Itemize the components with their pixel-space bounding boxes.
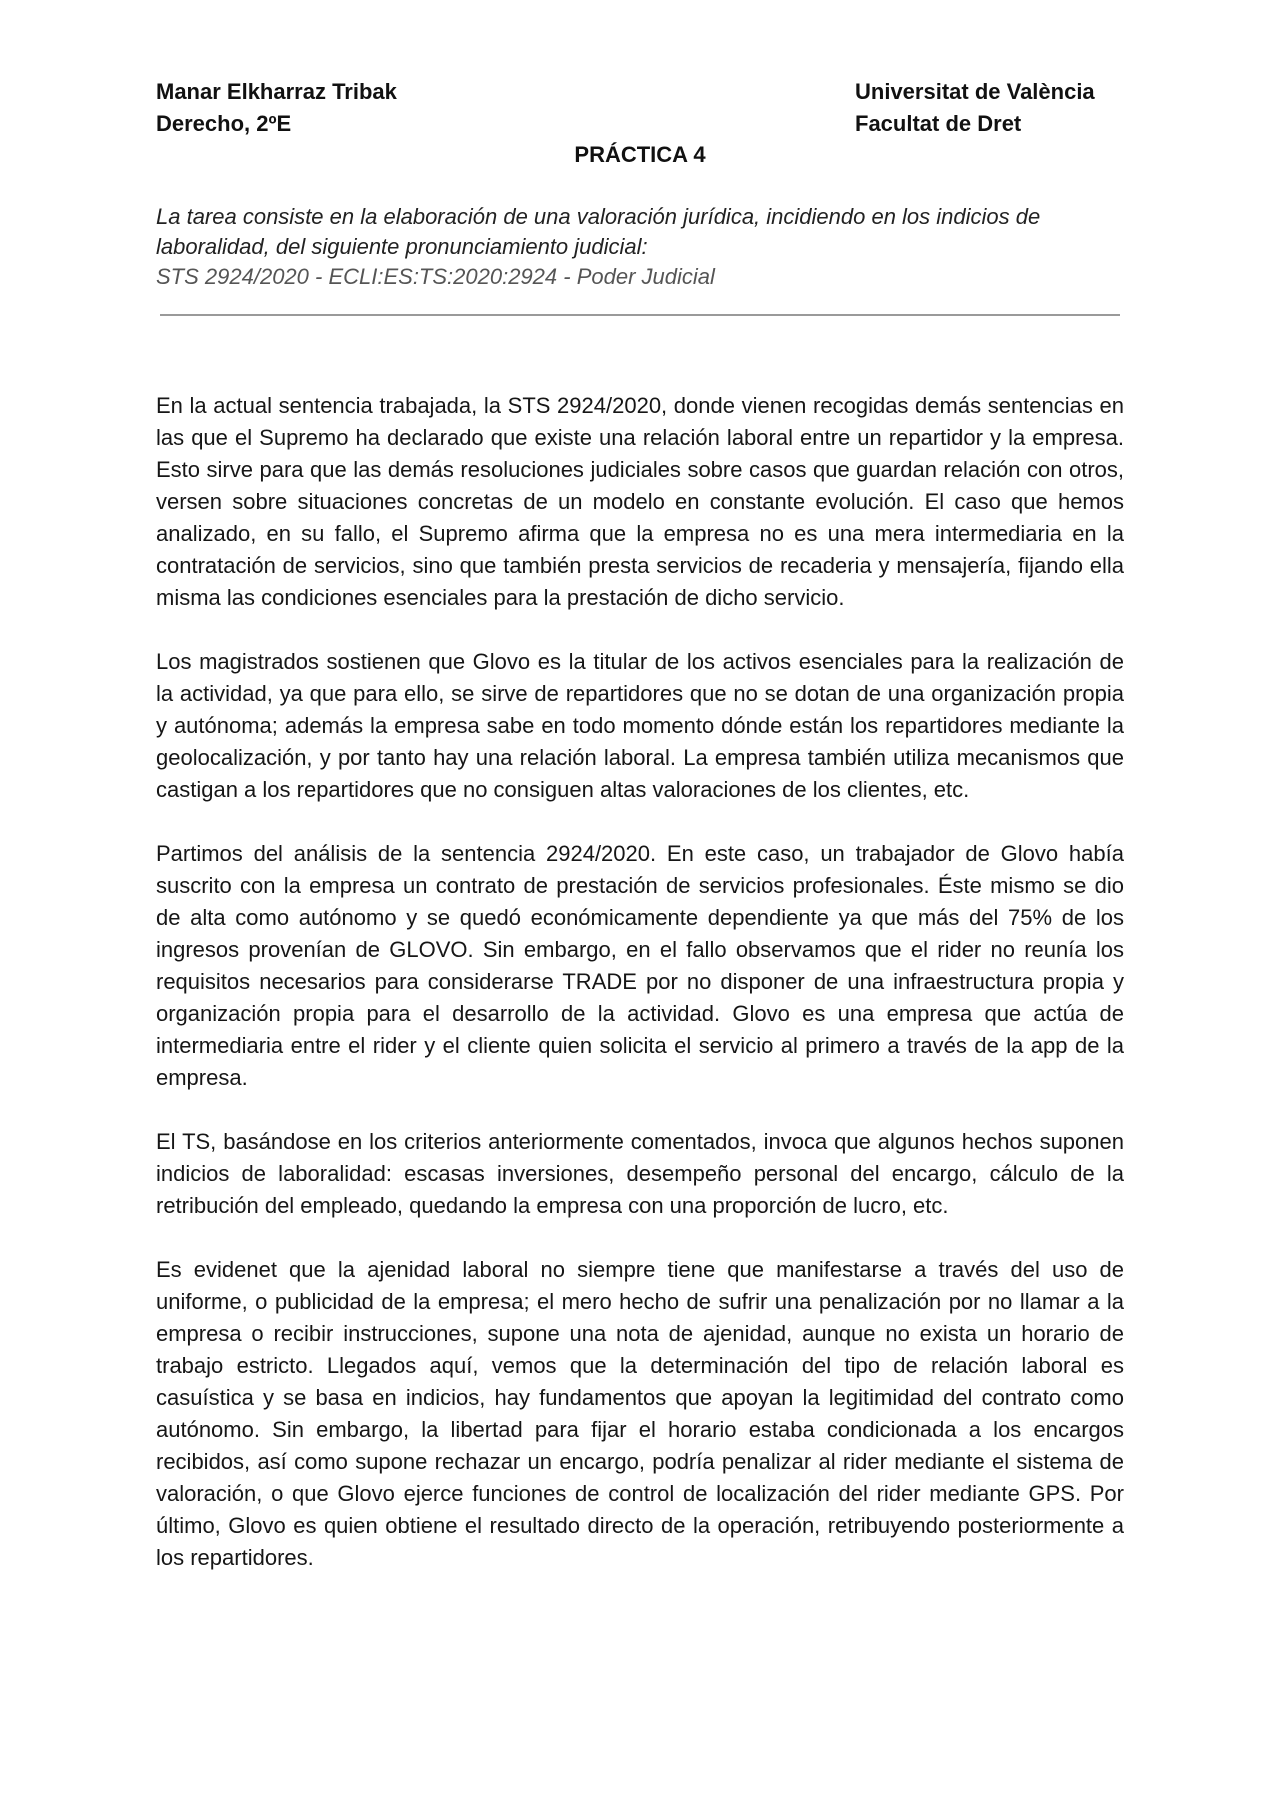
author-name: Manar Elkharraz Tribak [156, 79, 397, 104]
paragraph: Es evidenet que la ajenidad laboral no siempre tiene que manifestarse a través del uso de uniforme, o publicidad de la empresa; el mero hecho de sufrir una penalización por no llamar a la empresa o recibir instrucciones, supone una nota de ajenidad, aunque no exista un horario de trabajo estricto. Llegados aquí, vemos que la determinación del tipo de relación laboral es casuística y se basa en indicios, hay fundamentos que apoyan la legitimidad del contrato como autónomo. Sin embargo, la libertad para fijar el horario estaba condicionada a los encargos recibidos, así como supone rechazar un encargo, podría penalizar al rider mediante el sistema de valoración, o que Glovo ejerce funciones de control de localización del rider mediante GPS. Por último, Glovo es quien obtiene el resultado directo de la operación, retribuyendo posteriormente a los repartidores. [156, 1257, 1124, 1570]
judgment-reference: STS 2924/2020 - ECLI:ES:TS:2020:2924 - Poder Judicial [156, 264, 715, 289]
horizontal-divider [160, 314, 1120, 316]
faculty-name: Facultat de Dret [855, 111, 1022, 136]
course-label: Derecho, 2ºE [156, 111, 292, 136]
paragraph: En la actual sentencia trabajada, la STS 2924/2020, donde vienen recogidas demás sentencias en las que el Supremo ha declarado que existe una relación laboral entre un repartidor y la empresa. Esto sirve para que las demás resoluciones judiciales sobre casos que guardan relación con otros, versen sobre situaciones concretas de un modelo en constante evolución. El caso que hemos analizado, en su fallo, el Supremo afirma que la empresa no es una mera intermediaria en la contratación de servicios, sino que también presta servicios de recaderia y mensajería, fijando ella misma las condiciones esenciales para la prestación de dicho servicio. [156, 393, 1124, 610]
task-text: La tarea consiste en la elaboración de una valoración jurídica, incidiendo en los indicios de laboralidad, del siguiente pronunciamiento judicial: [156, 204, 1041, 259]
paragraph: Los magistrados sostienen que Glovo es la titular de los activos esenciales para la realización de la actividad, ya que para ello, se sirve de repartidores que no se dotan de una organización propia y autónoma; además la empresa sabe en todo momento dónde están los repartidores mediante la geolocalización, y por tanto hay una relación laboral. La empresa también utiliza mecanismos que castigan a los repartidores que no consiguen altas valoraciones de los clientes, etc. [156, 649, 1124, 802]
paragraph: El TS, basándose en los criterios anteriormente comentados, invoca que algunos hechos suponen indicios de laboralidad: escasas inversiones, desempeño personal del encargo, cálculo de la retribución del empleado, quedando la empresa con una proporción de lucro, etc. [156, 1129, 1124, 1218]
university-name: Universitat de València [855, 79, 1095, 104]
author-block [156, 76, 397, 140]
document-body [156, 390, 1124, 1606]
page-title: PRÁCTICA 4 [574, 142, 706, 167]
paragraph: Partimos del análisis de la sentencia 2924/2020. En este caso, un trabajador de Glovo había suscrito con la empresa un contrato de prestación de servicios profesionales. Éste mismo se dio de alta como autónomo y se quedó económicamente dependiente ya que más del 75% de los ingresos provenían de GLOVO. Sin embargo, en el fallo observamos que el rider no reunía los requisitos necesarios para considerarse TRADE por no disponer de una infraestructura propia y organización propia para el desarrollo de la actividad. Glovo es una empresa que actúa de intermediaria entre el rider y el cliente quien solicita el servicio al primero a través de la app de la empresa. [156, 841, 1124, 1090]
institution-block [855, 76, 1095, 140]
task-description [156, 202, 1122, 292]
